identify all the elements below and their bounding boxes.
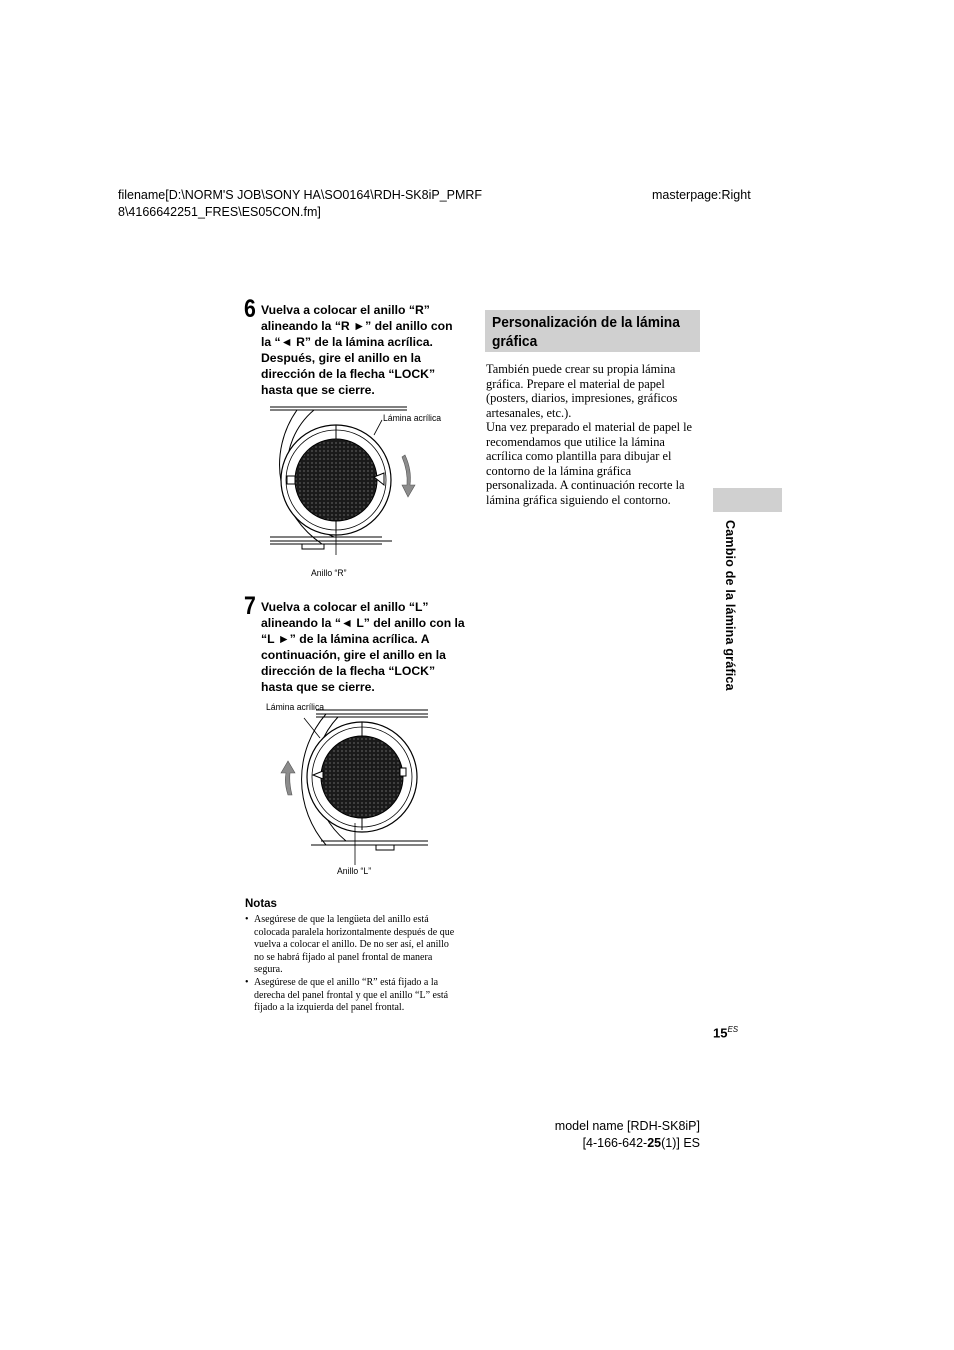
page-number-value: 15 [713, 1025, 728, 1041]
figure-ring-r [262, 405, 462, 555]
figure-7-label-bottom: Anillo “L” [337, 866, 372, 877]
section-title: Personalización de la lámina gráfica [492, 314, 680, 350]
step-7-text: Vuelva a colocar el anillo “L” alineando la “◄ L” del anillo con la “L ►” de la lámina acrílica. A continuación, gire el anillo en la dirección de la flecha “LOCK” hasta que se cierre. [261, 600, 465, 695]
header-masterpage: masterpage:Right [652, 188, 751, 202]
figure-ring-l [276, 705, 436, 865]
section-paragraph-2: Una vez preparado el material de papel le recomendamos que utilice la lámina acrílica como plantilla para dibujar el contorno de la lámina gráfica personalizada. A continuación recorte la lámina gráfica siguiendo el contorno. [486, 420, 693, 507]
note-bullet: • [245, 914, 249, 925]
footer-code-suffix: (1)] ES [661, 1136, 700, 1150]
notes-title: Notas [245, 898, 277, 910]
note-item [245, 977, 460, 1015]
note-text: Asegúrese de que el anillo “R” está fijado a la derecha del panel frontal y que el anillo “L” está fijado a la izquierda del panel frontal. [254, 976, 449, 1014]
note-bullet: • [245, 976, 249, 988]
page-number [713, 1025, 738, 1040]
header-filename-line2: 8\4166642251_FRES\ES05CON.fm] [118, 205, 321, 219]
figure-6-label-bottom: Anillo “R” [311, 568, 347, 579]
figure-6-label-top: Lámina acrílica [383, 413, 442, 424]
figure-7-label-top: Lámina acrílica [266, 702, 325, 713]
header-filename [118, 187, 538, 221]
page-number-suffix: ES [727, 1025, 739, 1034]
note-text: Asegúrese de que la lengüeta del anillo está colocada paralela horizontalmente después de que vuelva a colocar el anillo. De no ser así, el anillo no se habrá fijado al panel frontal de manera segura. [254, 914, 455, 976]
section-paragraph-1: También puede crear su propia lámina gráfica. Prepare el material de papel (posters, diarios, impresiones, gráficos artesanales, etc.). [486, 362, 678, 420]
footer [480, 1118, 700, 1152]
footer-model-name: model name [RDH-SK8iP] [554, 1119, 700, 1133]
footer-code [480, 1135, 700, 1152]
step-7-number: 7 [244, 592, 256, 620]
step-6-text: Vuelva a colocar el anillo “R” alineando la “R ►” del anillo con la “◄ R” de la lámina acrílica. Después, gire el anillo en la dirección de la flecha “LOCK” hasta que se cierre. [261, 303, 453, 398]
footer-code-prefix: [4-166-642- [582, 1136, 648, 1150]
side-tab-marker [713, 488, 782, 512]
side-tab-label: Cambio de la lámina gráfica [723, 520, 737, 691]
note-item [245, 914, 460, 977]
section-body [486, 362, 701, 507]
footer-code-bold: 25 [647, 1136, 662, 1150]
section-heading-box [485, 310, 700, 352]
notes-list [245, 914, 460, 1015]
step-6-number: 6 [244, 295, 256, 323]
header-filename-line1: filename[D:\NORM'S JOB\SONY HA\SO0164\RDH-SK8iP_PMRF [118, 188, 483, 202]
